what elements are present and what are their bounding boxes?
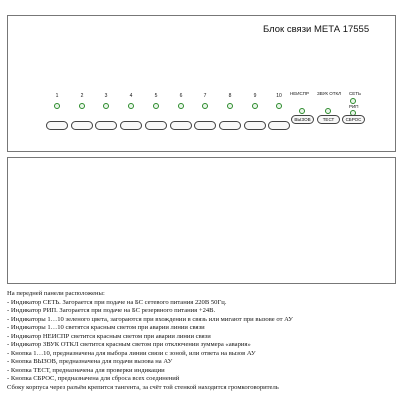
channel-5 bbox=[144, 93, 168, 109]
channel-number: 5 bbox=[154, 93, 158, 99]
panel-corner-mark bbox=[390, 146, 396, 152]
description-line: - Кнопка 1…10, предназначена для выбора линии связи с зоной, или ответа на вызов АУ bbox=[7, 349, 256, 357]
panel-corner-mark bbox=[7, 146, 13, 152]
channel-number: 3 bbox=[104, 93, 108, 99]
rip-indicator-label: РИП bbox=[349, 104, 359, 109]
channel-led bbox=[79, 103, 85, 109]
channel-number: 7 bbox=[203, 93, 207, 99]
call-button[interactable]: ВЫЗОВ bbox=[291, 115, 314, 124]
channel-8 bbox=[218, 93, 242, 109]
channel-number: 1 bbox=[55, 93, 59, 99]
channel-button-4[interactable] bbox=[120, 121, 142, 130]
description-line: На передней панели расположены: bbox=[7, 290, 105, 297]
channel-number: 6 bbox=[179, 93, 183, 99]
fault-led bbox=[299, 108, 305, 114]
channel-button-3[interactable] bbox=[95, 121, 117, 130]
description-line: - Индикатор РИП. Загорается при подаче на БС резервного питания +24В. bbox=[7, 307, 216, 314]
channel-button-2[interactable] bbox=[71, 121, 93, 130]
channel-4 bbox=[119, 93, 143, 109]
channel-led bbox=[54, 103, 60, 109]
description-line: - Индикатор НЕИСПР светится красным светом при аварии линии связи bbox=[7, 332, 211, 340]
channel-number: 2 bbox=[80, 93, 84, 99]
panel-corner-mark bbox=[390, 15, 396, 21]
channel-button-9[interactable] bbox=[244, 121, 266, 130]
channel-led bbox=[252, 103, 258, 109]
channel-6 bbox=[169, 93, 193, 109]
channel-button-6[interactable] bbox=[170, 121, 192, 130]
panel-corner-mark bbox=[390, 157, 396, 163]
panel-corner-mark bbox=[7, 278, 13, 284]
channel-button-5[interactable] bbox=[145, 121, 167, 130]
channel-led bbox=[227, 103, 233, 109]
test-button[interactable]: ТЕСТ bbox=[317, 115, 340, 124]
description-line: Сбоку корпуса через разъём крепится тангента, за счёт той стенкой находится громкоговоритель bbox=[7, 383, 279, 391]
channel-led bbox=[202, 103, 208, 109]
panel-corner-mark bbox=[390, 278, 396, 284]
channel-7 bbox=[193, 93, 217, 109]
description-line: - Индикаторы 1…10 зеленого цвета, загораются при вхождении в связь или мигают при вызове от АУ bbox=[7, 315, 293, 323]
channel-led bbox=[128, 103, 134, 109]
channel-button-7[interactable] bbox=[194, 121, 216, 130]
description-line: - Индикаторы 1…10 светятся красным светом при аварии линии связи bbox=[7, 324, 205, 331]
description-line: - Индикатор СЕТЬ. Загорается при подаче на БС сетевого питания 220В 50Гц. bbox=[7, 298, 227, 306]
channel-10 bbox=[267, 93, 291, 109]
channel-button-10[interactable] bbox=[268, 121, 290, 130]
reset-button[interactable]: СБРОС bbox=[342, 115, 365, 124]
front-panel-lower bbox=[7, 157, 396, 284]
channel-9 bbox=[243, 93, 267, 109]
channel-2 bbox=[70, 93, 94, 109]
channel-led bbox=[276, 103, 282, 109]
device-title: Блок связи МЕТА 17555 bbox=[263, 24, 370, 35]
mute-led bbox=[325, 108, 331, 114]
panel-corner-mark bbox=[7, 15, 13, 21]
description-line: - Кнопка ТЕСТ, предназначена для проверки индикации bbox=[7, 366, 165, 374]
channel-3 bbox=[94, 93, 118, 109]
mute-indicator-label: ЗВУК ОТКЛ bbox=[317, 91, 342, 96]
channel-led bbox=[103, 103, 109, 109]
fault-indicator-label: НЕИСПР bbox=[290, 91, 309, 96]
channel-number: 9 bbox=[253, 93, 257, 99]
description-line: - Индикатор ЗВУК ОТКЛ светится красным светом при отключении зуммера «авария» bbox=[7, 341, 251, 348]
channel-button-1[interactable] bbox=[46, 121, 68, 130]
channel-led bbox=[178, 103, 184, 109]
channel-led bbox=[153, 103, 159, 109]
channel-1 bbox=[45, 93, 69, 109]
channel-number: 8 bbox=[228, 93, 232, 99]
panel-corner-mark bbox=[7, 157, 13, 163]
power-indicator-label: СЕТЬ bbox=[349, 91, 361, 96]
channel-number: 4 bbox=[129, 93, 133, 99]
panel-description bbox=[7, 290, 397, 392]
description-line: - Кнопка ВЫЗОВ, предназначена для подачи вызова на АУ bbox=[7, 358, 173, 365]
description-line: - Кнопка СБРОС, предназначена для сброса всех соединений bbox=[7, 375, 180, 382]
front-panel-upper bbox=[7, 15, 396, 152]
channel-button-8[interactable] bbox=[219, 121, 241, 130]
channel-number: 10 bbox=[276, 93, 282, 99]
